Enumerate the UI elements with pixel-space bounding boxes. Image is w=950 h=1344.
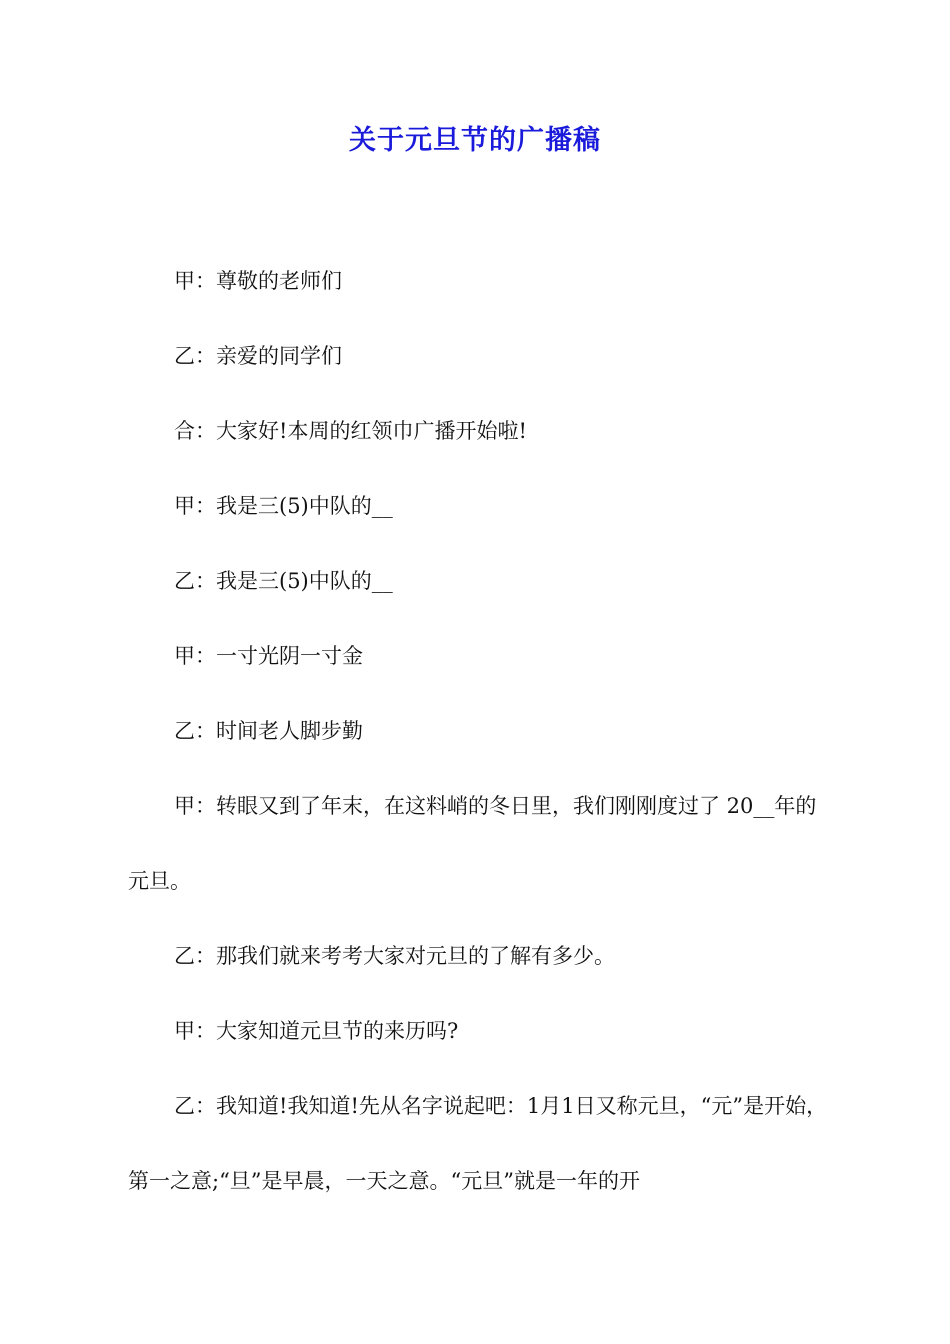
paragraph-2: 乙：亲爱的同学们 [174, 344, 342, 368]
paragraph-6: 甲：一寸光阴一寸金 [174, 644, 363, 668]
paragraph-11: 乙：我知道!我知道!先从名字说起吧：1月1日又称元旦，“元”是开始，第一之意;“旦”是早晨，一天之意。“元旦”就是一年的开 [128, 1094, 828, 1193]
paragraph-8: 甲：转眼又到了年末，在这料峭的冬日里，我们刚刚度过了 20__年的元旦。 [128, 794, 817, 893]
paragraph-9: 乙：那我们就来考考大家对元旦的了解有多少。 [174, 944, 615, 968]
paragraph-4: 甲：我是三(5)中队的__ [174, 494, 393, 518]
paragraph-3: 合：大家好!本周的红领巾广播开始啦! [174, 419, 527, 443]
paragraph-5: 乙：我是三(5)中队的__ [174, 569, 393, 593]
paragraph-10: 甲：大家知道元旦节的来历吗? [174, 1019, 459, 1043]
document-title: 关于元旦节的广播稿 [349, 125, 601, 156]
paragraph-7: 乙：时间老人脚步勤 [174, 719, 363, 743]
paragraph-1: 甲：尊敬的老师们 [174, 269, 342, 293]
